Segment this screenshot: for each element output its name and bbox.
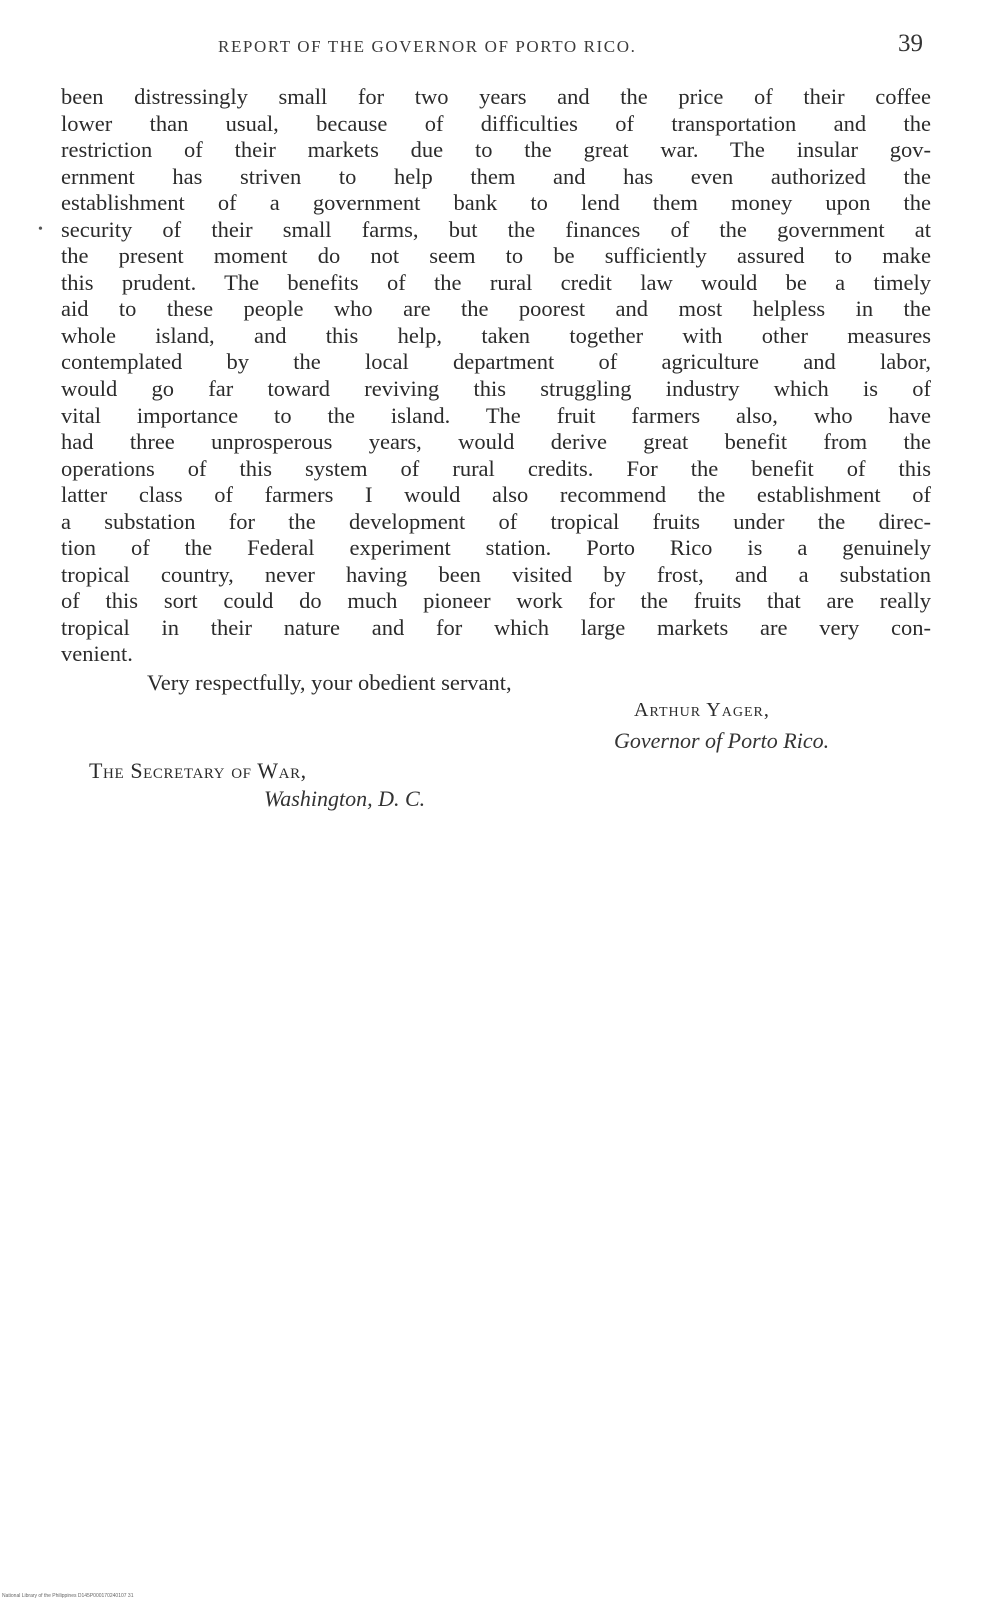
text-line: been distressingly small for two years and the price of their coffee: [61, 84, 931, 109]
text-line: tropical in their nature and for which large markets are very con-: [61, 614, 931, 640]
addressee-place: Washington, D. C.: [264, 786, 426, 811]
text-line: tropical country, never having been visited by frost, and a substation: [61, 561, 931, 587]
text-line: vital importance to the island. The fruit farmers also, who have: [61, 402, 931, 428]
running-head: [0, 30, 1002, 60]
text-line: had three unprosperous years, would derive great benefit from the: [61, 429, 931, 455]
text-line: tion of the Federal experiment station. Porto Rico is a genuinely: [61, 535, 931, 561]
text-line: would go far toward reviving this struggling industry which is of: [61, 376, 931, 402]
running-title: REPORT OF THE GOVERNOR OF PORTO RICO.: [218, 37, 637, 56]
text-line: security of their small farms, but the finances of the government at: [61, 216, 931, 242]
signature-title: Governor of Porto Rico.: [614, 728, 830, 753]
text-line: aid to these people who are the poorest and most helpless in the: [61, 296, 931, 322]
text-line: ernment has striven to help them and has even authorized the: [61, 163, 931, 189]
text-line: a substation for the development of tropical fruits under the direc-: [61, 508, 931, 534]
text-line: the present moment do not seem to be sufficiently assured to make: [61, 243, 931, 269]
text-line: operations of this system of rural credits. For the benefit of this: [61, 455, 931, 481]
scan-footer: National Library of the Philippines D145P000170240107 31: [2, 1593, 134, 1599]
body-paragraph: [61, 84, 931, 668]
text-line: restriction of their markets due to the great war. The insular gov-: [61, 137, 931, 163]
signature-name: Arthur Yager,: [634, 699, 770, 721]
text-line: latter class of farmers I would also recommend the establishment of: [61, 482, 931, 508]
text-line: establishment of a government bank to lend them money upon the: [61, 190, 931, 216]
text-line: lower than usual, because of difficulties of transportation and the: [61, 110, 931, 136]
text-line: venient.: [61, 641, 133, 667]
page-number: 39: [898, 30, 923, 57]
text-line: contemplated by the local department of agriculture and labor,: [61, 349, 931, 375]
valediction: Very respectfully, your obedient servant,: [147, 670, 512, 695]
text-line: whole island, and this help, taken together with other measures: [61, 322, 931, 348]
margin-mark: •: [38, 222, 43, 237]
text-line: of this sort could do much pioneer work for the fruits that are really: [61, 588, 931, 614]
addressee-title: The Secretary of War,: [89, 758, 307, 783]
text-line: this prudent. The benefits of the rural credit law would be a timely: [61, 269, 931, 295]
